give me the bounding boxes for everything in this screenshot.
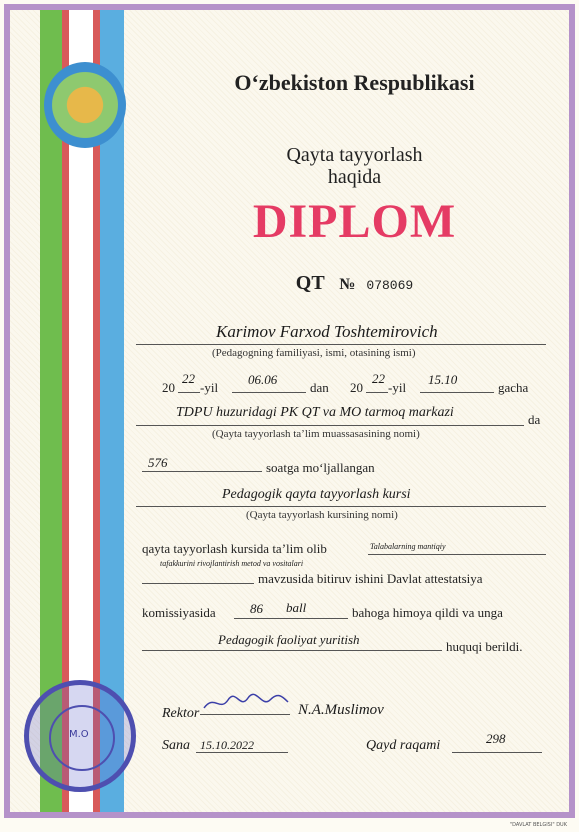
diploma-number: 078069 [366,278,414,293]
thesis-prefix: qayta tayyorlash kursida ta’lim olib [142,541,327,556]
gacha-label: gacha [498,380,529,395]
thesis-line2 [142,583,254,584]
subtitle-line2: haqida [327,166,382,188]
grade-suffix: bahoga himoya qildi va unga [352,605,503,620]
from-year-line [178,392,200,393]
institution-line [136,425,524,426]
rector-label: Rektor [162,706,200,721]
course-caption: (Qayta tayyorlash kursining nomi) [246,509,398,521]
to-date-line [420,392,494,393]
recipient-caption: (Pedagogning familiyasi, ismi, otasining ismi) [212,347,416,359]
reg-label: Qayd raqami [366,738,441,753]
date-label: Sana [162,738,190,753]
rector-signature [200,692,290,715]
institution-caption: (Qayta tayyorlash ta’lim muassasasining nomi) [212,428,420,440]
hours-line [142,471,262,472]
right-suffix: huquqi berildi. [446,639,523,654]
from-date: 06.06 [248,372,278,387]
hours-text: soatga mo‘ljallangan [266,460,375,475]
from-yil: -yil [200,380,219,395]
thesis-topic-line2: tafakkurini rivojlantirish metod va vositalari [160,559,304,568]
reg-line [452,752,542,753]
seal-text: M.O [69,729,89,740]
date-line [196,752,288,753]
dan-label: dan [310,380,329,395]
right-name: Pedagogik faoliyat yuritish [218,632,360,647]
to-year: 22 [372,371,385,386]
reg-value: 298 [486,731,506,746]
diploma-title: DIPLOM [252,195,457,248]
from-prefix: 20 [162,380,175,395]
subtitle-line1: Qayta tayyorlash [286,144,423,166]
thesis-suffix: mavzusida bitiruv ishini Davlat attestatsiya [258,571,483,586]
number-sign: № [339,276,356,293]
recipient-name: Karimov Farxod Toshtemirovich [216,322,438,341]
serial-number [170,272,539,295]
to-date: 15.10 [428,372,458,387]
signature-scribble-icon [200,692,290,714]
grade-unit: ball [286,600,307,615]
course-line [136,506,546,507]
date-value: 15.10.2022 [200,738,254,752]
right-line [142,650,442,651]
thesis-line1 [368,554,546,555]
recipient-line [136,344,546,345]
rector-name: N.A.Muslimov [298,702,384,718]
institution-suffix: da [528,412,541,427]
series-prefix: QT [295,272,325,294]
from-date-line [232,392,306,393]
grade-line [234,618,348,619]
thesis-topic-line1: Talabalarning mantiqiy [370,542,446,551]
hours-value: 576 [148,455,168,470]
footer-mark: "DAVLAT BELGISI" DUK [509,822,567,828]
grade-value: 86 [250,601,263,616]
country-title: O‘zbekiston Respublikasi [234,70,475,95]
institution-name: TDPU huzuridagi PK QT va MO tarmoq markazi [176,405,454,420]
course-name: Pedagogik qayta tayyorlash kursi [222,487,411,502]
to-year-line [366,392,388,393]
from-year: 22 [182,371,195,386]
to-prefix: 20 [350,380,363,395]
state-emblem-icon [44,62,126,148]
grade-prefix: komissiyasida [142,605,216,620]
to-yil: -yil [388,380,407,395]
official-seal [24,680,136,792]
